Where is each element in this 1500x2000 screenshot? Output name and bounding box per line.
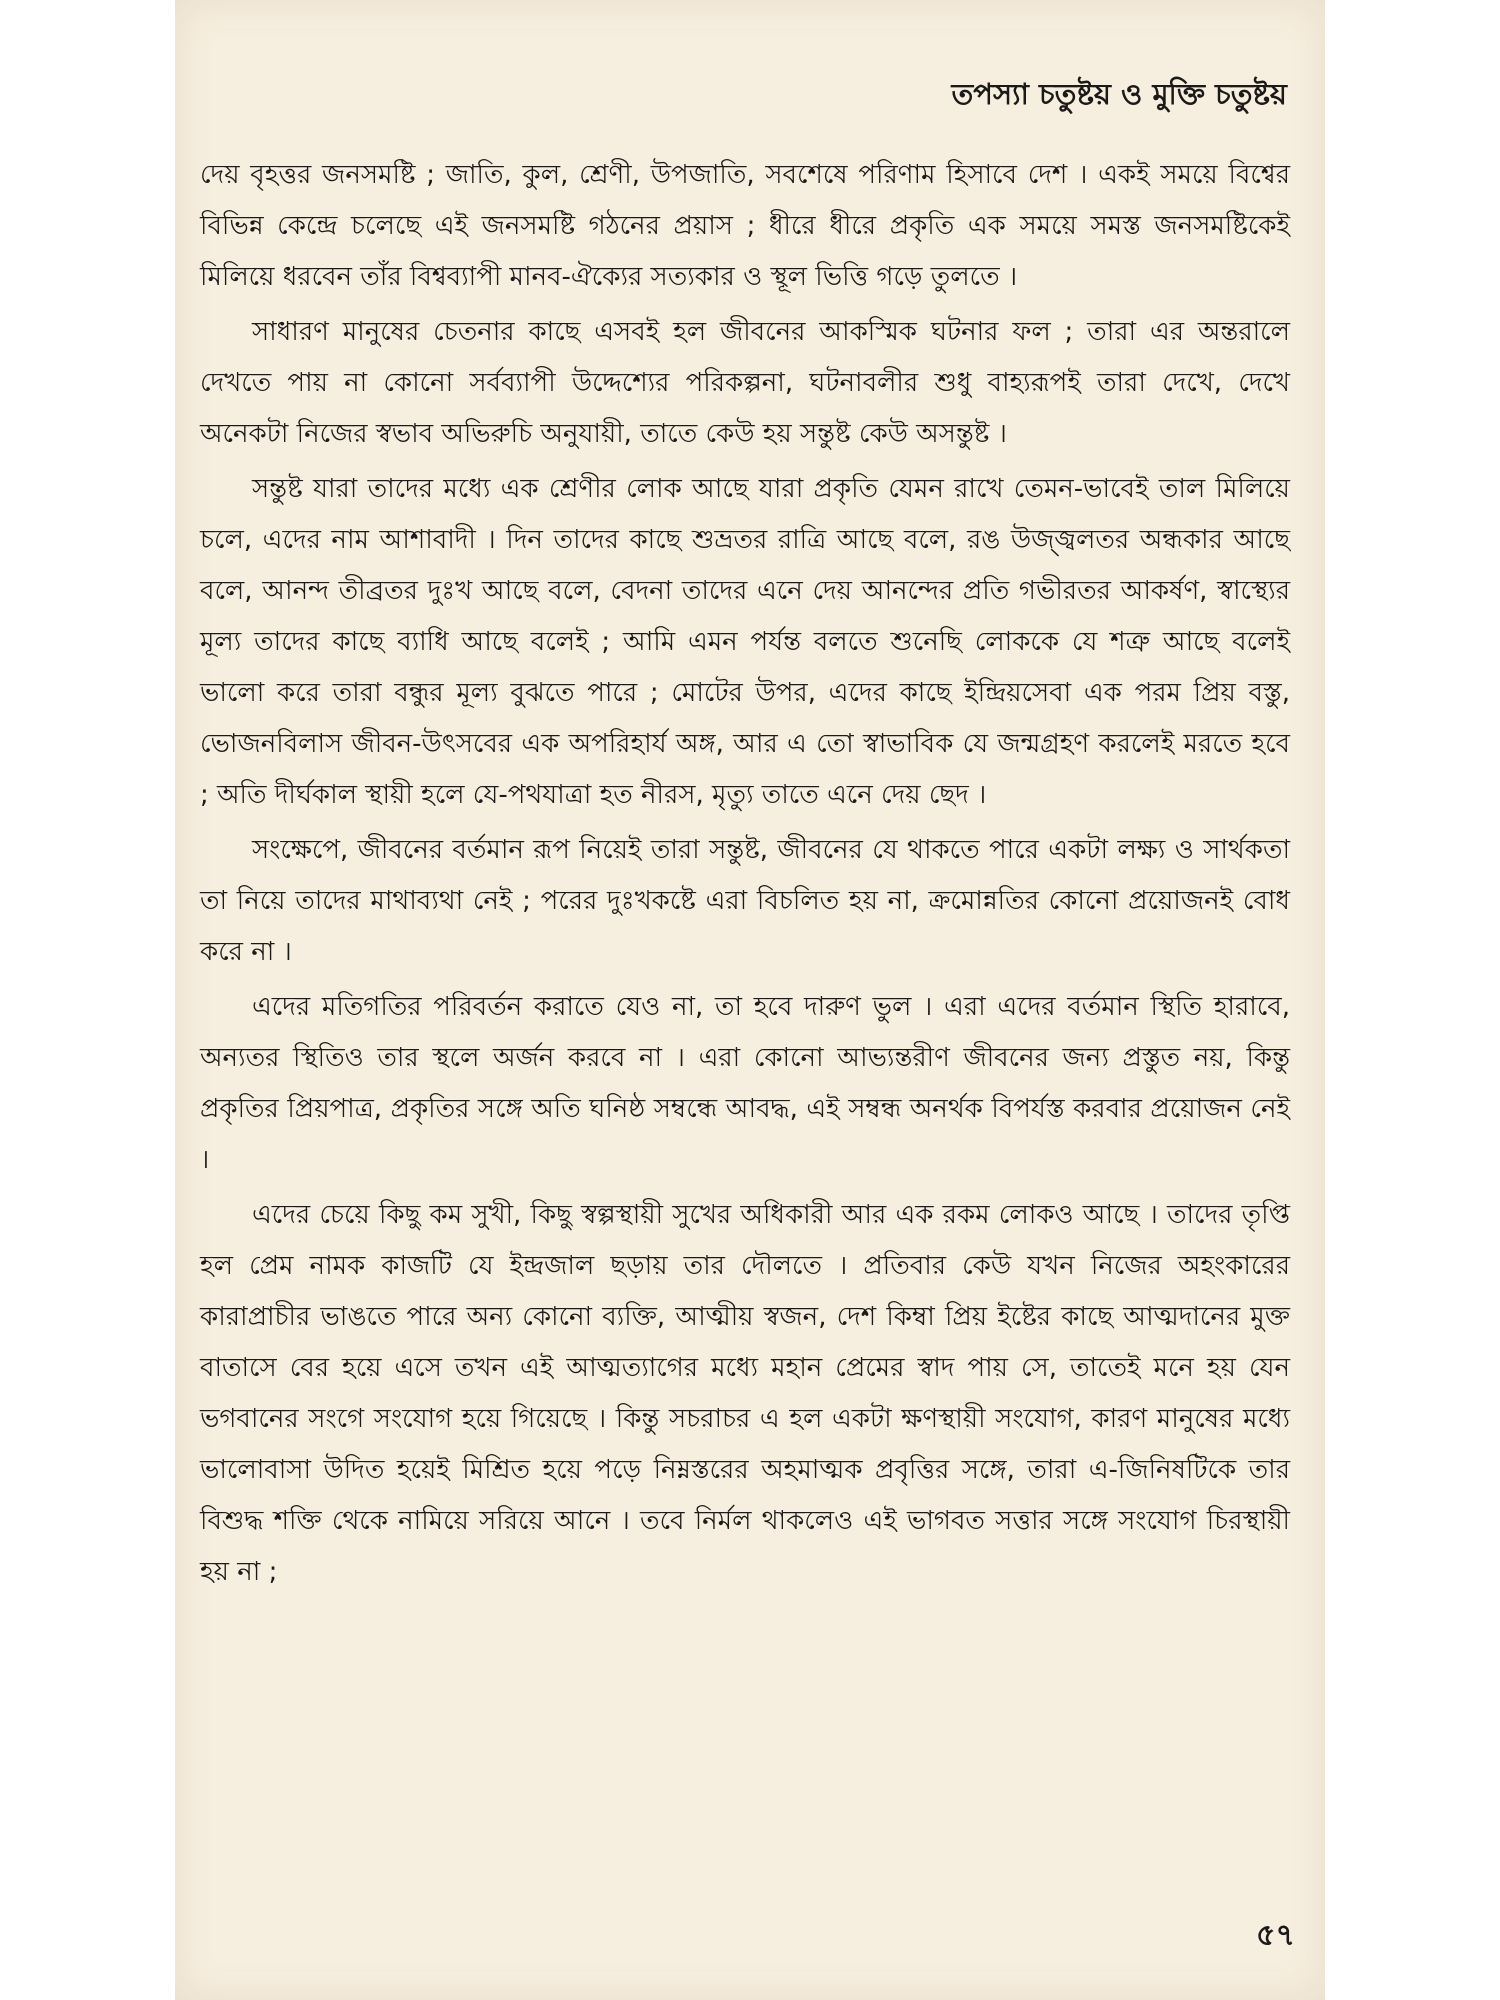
paragraph: সাধারণ মানুষের চেতনার কাছে এসবই হল জীবনের আকস্মিক ঘটনার ফল ; তারা এর অন্তরালে দেখতে পায় না কোনো সর্বব্যাপী উদ্দেশ্যের পরিকল্পনা, ঘটনাবলীর শুধু বাহ্যরূপই তারা দেখে, দেখে অনেকটা নিজের স্বভাব অভিরুচি অনুযায়ী, তাতে কেউ হয় সন্তুষ্ট কেউ অসন্তুষ্ট । [200, 317, 1290, 449]
paragraph: সন্তুষ্ট যারা তাদের মধ্যে এক শ্রেণীর লোক আছে যারা প্রকৃতি যেমন রাখে তেমন-ভাবেই তাল মিলিয়ে চলে, এদের নাম আশাবাদী । দিন তাদের কাছে শুভ্রতর রাত্রি আছে বলে, রঙ উজ্জ্বলতর অন্ধকার আছে বলে, আনন্দ তীব্রতর দুঃখ আছে বলে, বেদনা তাদের এনে দেয় আনন্দের প্রতি গভীরতর আকর্ষণ, স্বাস্থ্যের মূল্য তাদের কাছে ব্যাধি আছে বলেই ; আমি এমন পর্যন্ত বলতে শুনেছি লোককে যে শত্রু আছে বলেই ভালো করে তারা বন্ধুর মূল্য বুঝতে পারে ; মোটের উপর, এদের কাছে ইন্দ্রিয়সেবা এক পরম প্রিয় বস্তু, ভোজনবিলাস জীবন-উৎসবের এক অপরিহার্য অঙ্গ, আর এ তো স্বাভাবিক যে জন্মগ্রহণ করলেই মরতে হবে ; অতি দীর্ঘকাল স্থায়ী হলে যে-পথযাত্রা হত নীরস, মৃত্যু তাতে এনে দেয় ছেদ । [200, 474, 1290, 810]
page-number: ৫৭ [1256, 1918, 1295, 1953]
body-text [200, 150, 1290, 1602]
paragraph: দেয় বৃহত্তর জনসমষ্টি ; জাতি, কুল, শ্রেণী, উপজাতি, সবশেষে পরিণাম হিসাবে দেশ । একই সময়ে বিশ্বের বিভিন্ন কেন্দ্রে চলেছে এই জনসমষ্টি গঠনের প্রয়াস ; ধীরে ধীরে প্রকৃতি এক সময়ে সমস্ত জনসমষ্টিকেই মিলিয়ে ধরবেন তাঁর বিশ্বব্যাপী মানব-ঐক্যের সত্যকার ও স্থূল ভিত্তি গড়ে তুলতে । [200, 160, 1290, 292]
book-page [175, 0, 1325, 2000]
paragraph: এদের চেয়ে কিছু কম সুখী, কিছু স্বল্পস্থায়ী সুখের অধিকারী আর এক রকম লোকও আছে । তাদের তৃপ্তি হল প্রেম নামক কাজটি যে ইন্দ্রজাল ছড়ায় তার দৌলতে । প্রতিবার কেউ যখন নিজের অহংকারের কারাপ্রাচীর ভাঙতে পারে অন্য কোনো ব্যক্তি, আত্মীয় স্বজন, দেশ কিম্বা প্রিয় ইষ্টের কাছে আত্মদানের মুক্ত বাতাসে বের হয়ে এসে তখন এই আত্মত্যাগের মধ্যে মহান প্রেমের স্বাদ পায় সে, তাতেই মনে হয় যেন ভগবানের সংগে সংযোগ হয়ে গিয়েছে । কিন্তু সচরাচর এ হল একটা ক্ষণস্থায়ী সংযোগ, কারণ মানুষের মধ্যে ভালোবাসা উদিত হয়েই মিশ্রিত হয়ে পড়ে নিম্নস্তরের অহমাত্মক প্রবৃত্তির সঙ্গে, তারা এ-জিনিষটিকে তার বিশুদ্ধ শক্তি থেকে নামিয়ে সরিয়ে আনে । তবে নির্মল থাকলেও এই ভাগবত সত্তার সঙ্গে সংযোগ চিরস্থায়ী হয় না ; [200, 1200, 1290, 1587]
paragraph: সংক্ষেপে, জীবনের বর্তমান রূপ নিয়েই তারা সন্তুষ্ট, জীবনের যে থাকতে পারে একটা লক্ষ্য ও সার্থকতা তা নিয়ে তাদের মাথাব্যথা নেই ; পরের দুঃখকষ্টে এরা বিচলিত হয় না, ক্রমোন্নতির কোনো প্রয়োজনই বোধ করে না । [200, 835, 1290, 967]
paragraph: এদের মতিগতির পরিবর্তন করাতে যেও না, তা হবে দারুণ ভুল । এরা এদের বর্তমান স্থিতি হারাবে, অন্যতর স্থিতিও তার স্থলে অর্জন করবে না । এরা কোনো আভ্যন্তরীণ জীবনের জন্য প্রস্তুত নয়, কিন্তু প্রকৃতির প্রিয়পাত্র, প্রকৃতির সঙ্গে অতি ঘনিষ্ঠ সম্বন্ধে আবদ্ধ, এই সম্বন্ধ অনর্থক বিপর্যস্ত করবার প্রয়োজন নেই । [200, 992, 1290, 1175]
running-title: তপস্যা চতুষ্টয় ও মুক্তি চতুষ্টয় [951, 77, 1287, 111]
